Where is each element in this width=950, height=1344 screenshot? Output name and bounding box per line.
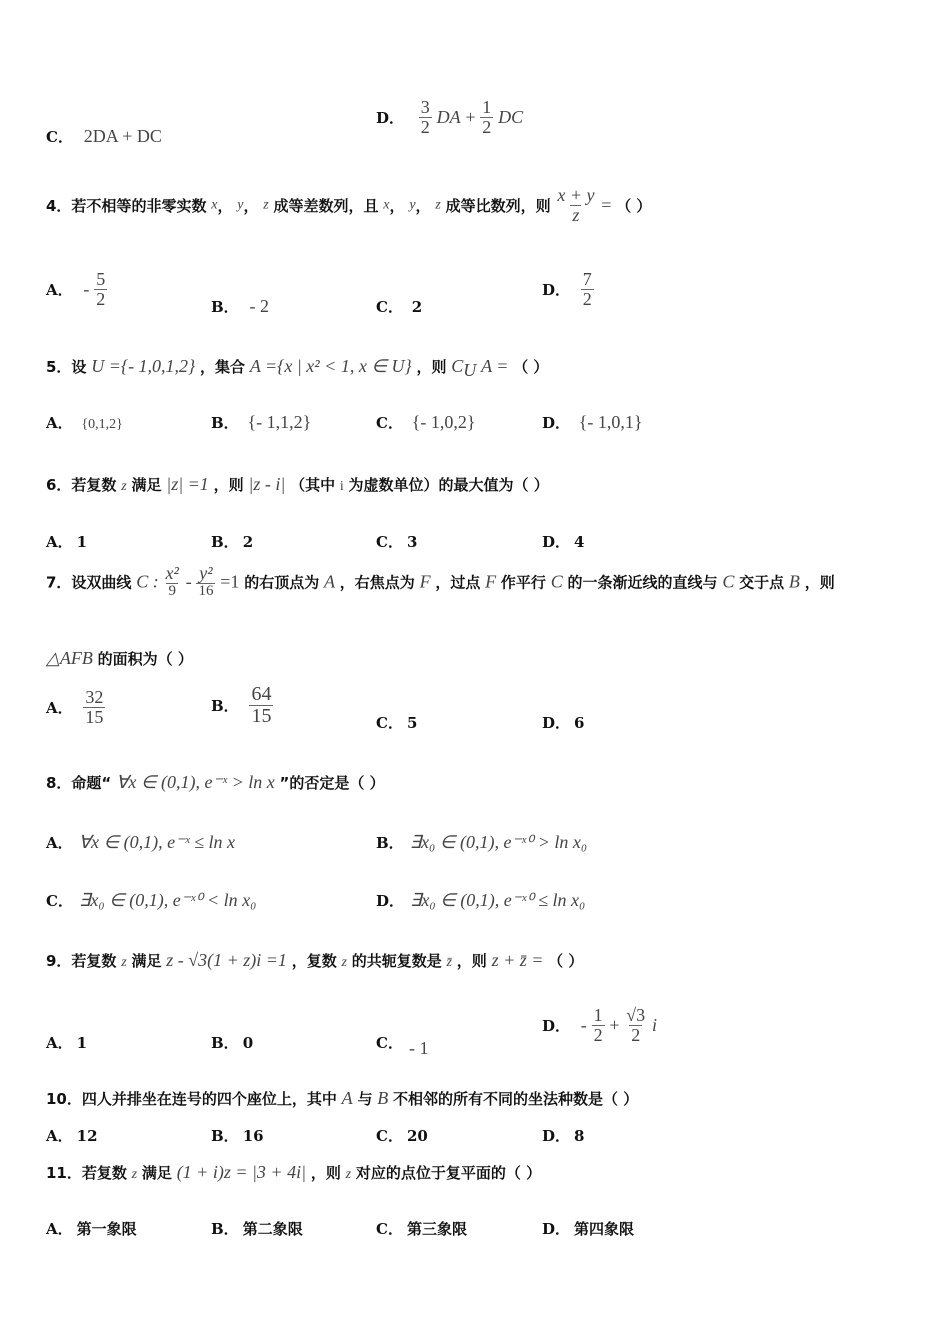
- q8-option-c[interactable]: C． ∃x₀ ∈ (0,1), e⁻ˣ⁰ < ln x₀: [46, 890, 257, 910]
- q5-option-b[interactable]: B． {- 1,1,2}: [211, 412, 312, 432]
- option-label: D．: [376, 108, 405, 127]
- q4-option-c[interactable]: C． 2: [376, 298, 423, 316]
- q10-option-a[interactable]: A． 12: [46, 1127, 98, 1145]
- fraction: $\frac{5}{2}$: [96, 269, 106, 309]
- question-4-stem: 4．若不相等的非零实数 x， y， z 成等差数列，且 x， y， z 成等比数列，则 $\frac{x + y}{z}$ = （ ）: [46, 185, 652, 225]
- fraction: $\frac{7}{2}$: [582, 269, 592, 309]
- option-expr: 2DA + DC: [83, 126, 162, 146]
- q10-option-c[interactable]: C． 20: [376, 1127, 428, 1145]
- question-6-stem: 6．若复数 z 满足 |z| =1 ，则 |z - i| （其中 i 为虚数单位）的最大值为（ ）: [46, 474, 549, 494]
- q3-option-c[interactable]: [46, 126, 162, 147]
- q5-option-d[interactable]: D． {- 1,0,1}: [542, 412, 643, 432]
- fraction: $\frac{3}{2}$: [420, 97, 430, 137]
- question-5-stem: 5．设 U ={- 1,0,1,2} ，集合 A ={x | x² < 1, x ∈ U} ，则 $C_U$ A = （ ）: [46, 356, 549, 380]
- question-10-stem: 10．四人并排坐在连号的四个座位上，其中 A 与 B 不相邻的所有不同的坐法种数是（ ）: [46, 1088, 639, 1108]
- q10-option-b[interactable]: B． 16: [211, 1127, 264, 1145]
- fraction: $\frac{64}{15}$: [251, 683, 272, 727]
- option-label: C．: [46, 128, 73, 146]
- q7-option-d[interactable]: D． 6: [542, 714, 585, 732]
- q11-option-a[interactable]: A． 第一象限: [46, 1220, 137, 1238]
- q6-option-b[interactable]: B． 2: [211, 533, 254, 551]
- q11-option-b[interactable]: B． 第二象限: [211, 1220, 303, 1238]
- q11-option-d[interactable]: D． 第四象限: [542, 1220, 635, 1238]
- q9-option-d[interactable]: D． - $\frac{1}{2}$ + $\frac{√3}{2}$ i: [542, 1005, 657, 1045]
- fraction: $\frac{1}{2}$: [593, 1005, 603, 1045]
- question-11-stem: 11．若复数 z 满足 (1 + i)z = |3 + 4i| ，则 z 对应的点位于复平面的（ ）: [46, 1162, 542, 1182]
- q7-option-c[interactable]: C． 5: [376, 714, 418, 732]
- question-8-stem: 8．命题“ ∀x ∈ (0,1), e⁻ˣ > ln x ”的否定是（ ）: [46, 772, 385, 792]
- q6-option-d[interactable]: D． 4: [542, 533, 585, 551]
- fraction: $\frac{32}{15}$: [85, 687, 104, 727]
- question-7-stem: 7．设双曲线 C : $\frac{\text{x²}}{9}$ - $\frac{\text{y²}}{16}$ =1 的右顶点为 A ，右焦点为 F ，过点 F 作平行 C 的一条渐近线的直线与 C 交于点 B ，则: [46, 563, 835, 599]
- q4-option-a[interactable]: A． - $\frac{5}{2}$: [46, 269, 106, 309]
- q5-option-a[interactable]: A． {0,1,2}: [46, 414, 123, 432]
- fraction: $\frac{\text{y²}}{16}$: [198, 563, 214, 599]
- fraction: $\frac{1}{2}$: [482, 97, 492, 137]
- q9-option-b[interactable]: B． 0: [211, 1034, 254, 1052]
- q10-option-d[interactable]: D． 8: [542, 1127, 585, 1145]
- vector-dc: DC: [498, 106, 524, 127]
- q6-option-a[interactable]: A． 1: [46, 533, 88, 551]
- question-7-stem-line2: △AFB 的面积为（ ）: [46, 648, 193, 668]
- question-9-stem: 9．若复数 z 满足 z - √3(1 + z)i =1 ，复数 z 的共轭复数是 z̄ ，则 z + z̄ = （ ）: [46, 950, 584, 970]
- q6-option-c[interactable]: C． 3: [376, 533, 418, 551]
- vector-da: DA: [436, 106, 461, 127]
- q7-option-a[interactable]: A． $\frac{32}{15}$: [46, 687, 104, 727]
- q11-option-c[interactable]: C． 第三象限: [376, 1220, 467, 1238]
- q3-option-d[interactable]: [376, 98, 523, 137]
- q7-option-b[interactable]: B． $\frac{64}{15}$: [211, 683, 272, 727]
- q4-option-d[interactable]: D． $\frac{7}{2}$: [542, 269, 592, 309]
- plus-sign: +: [465, 106, 476, 127]
- q8-option-b[interactable]: B． ∃x₀ ∈ (0,1), e⁻ˣ⁰ > ln x₀: [376, 832, 588, 852]
- q9-option-a[interactable]: A． 1: [46, 1034, 88, 1052]
- fraction: $\frac{\text{x²}}{9}$: [165, 563, 179, 599]
- q8-option-d[interactable]: D． ∃x₀ ∈ (0,1), e⁻ˣ⁰ ≤ ln x₀: [376, 890, 586, 910]
- q5-option-c[interactable]: C． {- 1,0,2}: [376, 412, 476, 432]
- fraction: $\frac{√3}{2}$: [626, 1005, 646, 1045]
- q8-option-a[interactable]: A． ∀x ∈ (0,1), e⁻ˣ ≤ ln x: [46, 832, 236, 852]
- q4-option-b[interactable]: B． - 2: [211, 296, 269, 316]
- fraction: $\frac{x + y}{z}$: [557, 185, 595, 225]
- q9-option-c[interactable]: C． - 1: [376, 1034, 429, 1058]
